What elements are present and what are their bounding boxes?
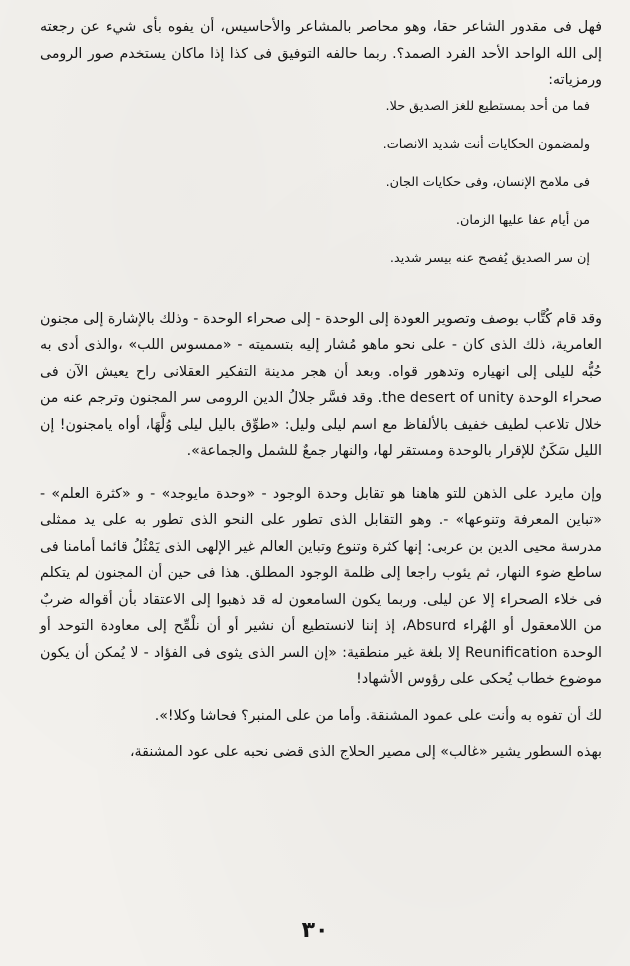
poem-line: فما من أحد بمستطيع للغز الصديق حلا. [385, 98, 590, 114]
poem-quote [40, 100, 590, 290]
paragraph-5: بهذه السطور يشير «غالب» إلى مصير الحلاج الذى قضى نحبه على عود المشنقة، [129, 744, 602, 760]
paragraph-4: لك أن تفوه به وأنت على عمود المشنقة. وأما من على المنبر؟ فحاشا وكلا!». [154, 707, 602, 724]
poem-line: ولمضمون الحكايات أنت شديد الانصات. [382, 136, 590, 152]
page-number: ٣٠ [301, 918, 329, 943]
page-body [40, 14, 602, 766]
paragraph-2: وقد قام كُتَّاب بوصف وتصوير العودة إلى الوحدة - إلى صحراء الوحدة - وذلك بالإشارة إلى مجنون العامرية، ذلك الذى كان - على نحو ماهو مُشار إليه بتسميته - «ممسوس اللب» ،والذى أدى به حُبُّه لليلى إلى انهياره وتدهور قواه. وبعد أن هجر مدينة التفكير العقلانى راح يعيش الآن فى صحراء الوحدة the desert of unity. وقد فسَّر جلالُ الدين الرومى سر المجنون وترجم عنه من خلال تلاعب لطيف خفيف بالألفاظ مع اسم ليلى وليل: «طوِّق باليل ليلى وُلَّهَا، أواه يامجنون! إن الليل سَكَنٌ للإقرار بالوحدة ومستقر لها، والنهار جمعٌ للشمل والجماعة». [40, 310, 602, 459]
paragraph-1: فهل فى مقدور الشاعر حقا، وهو محاصر بالمشاعر والأحاسيس، أن يفوه بأى شيء عن رجعته إلى الله الواحد الأحد الفرد الصمد؟. ربما حالفه التوفيق فى كذا إذا ماكان يستخدم صور الرومى ورمزياته: [40, 19, 602, 88]
poem-line: فى ملامح الإنسان، وفى حكايات الجان. [385, 174, 590, 190]
paragraph-3: وإن مايرد على الذهن للتو هاهنا هو تقابل وحدة الوجود - «وحدة مايوجد» - و «كثرة العلم» - «تباين المعرفة وتنوعها» -. وهو التقابل الذى تطور على النحو الذى تطور به على يد ممثلى مدرسة محيى الدين بن عربى: إنها كثرة وتنوع وتباين العالم غير الإلهى الذى يَمْثُلُ قائما أمامنا فى ساطع ضوء النهار، ثم يئوب راجعا إلى ظلمة الوجود المطلق. هذا فى حين أن المجنون لم يتكلم فى خلاء الصحراء إلا عن ليلى. وربما يكون السامعون له قد ذهبوا إلى الاعتقاد بأن أقواله ضربٌ من اللامعقول أو الهُراء Absurd، إذ إننا لانستطيع أن نشير أو أن نلْمِّح إلى معاودة التوحد أو الوحدة Reunification إلا بلغة غير منطقية: «إن السر الذى يثوى فى الفؤاد - لا يُمكن أن يكون موضوع خطاب يُحكى على رؤوس الأشهاد! [40, 485, 602, 687]
poem-line: من أيام عفا عليها الزمان. [455, 212, 590, 228]
poem-line: إن سر الصديق يُفصح عنه بيسر شديد. [389, 250, 590, 266]
